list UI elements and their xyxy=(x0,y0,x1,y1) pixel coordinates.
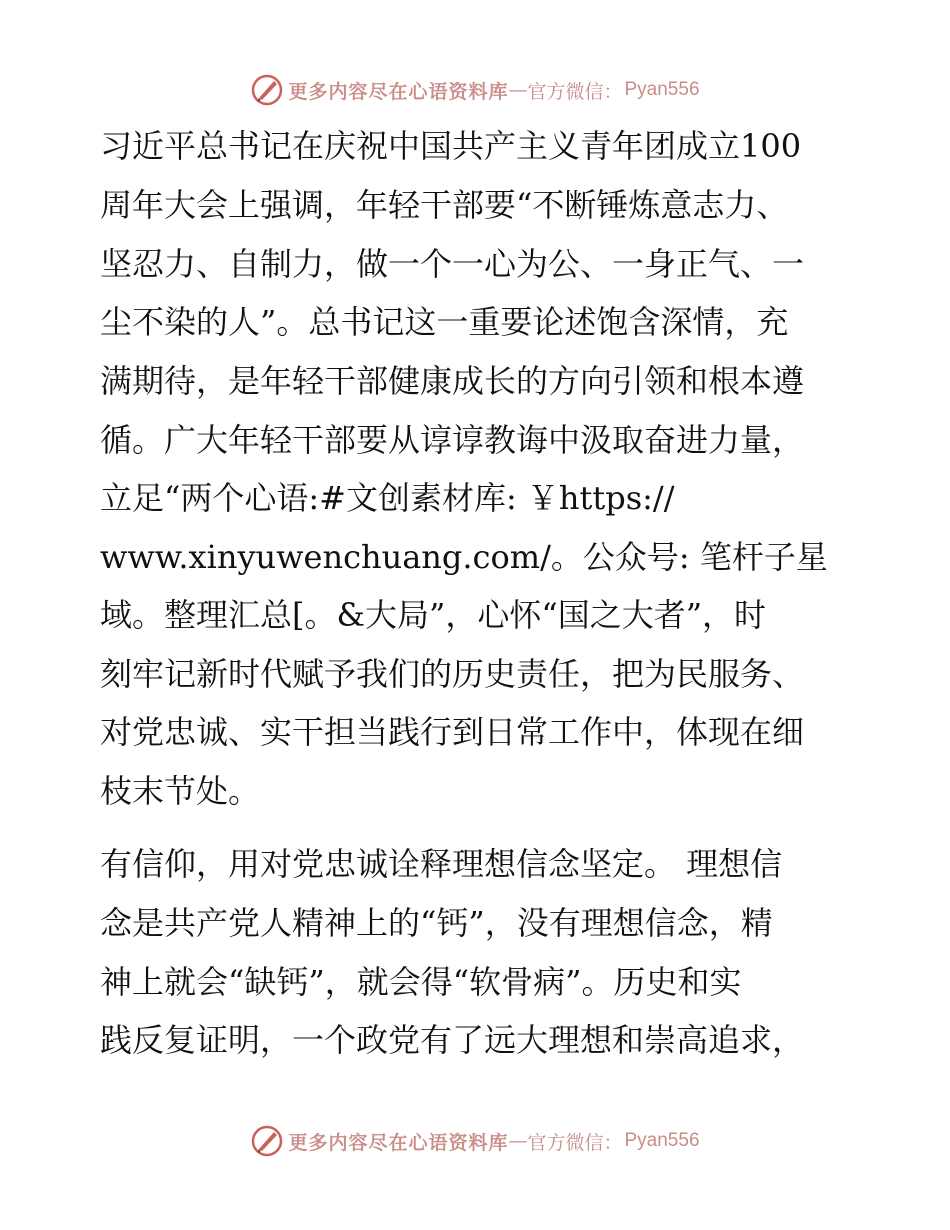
text-line: 念是共产党人精神上的“钙”，没有理想信念，精 xyxy=(100,904,773,942)
watermark-wechat-id: Pyan556 xyxy=(624,79,700,100)
text-line: 对党忠诚、实干担当践行到日常工作中，体现在细 xyxy=(100,713,805,751)
quill-pen-seal-icon xyxy=(250,73,284,107)
watermark-separator: — xyxy=(508,1130,528,1152)
watermark-wechat-label: 官方微信： xyxy=(527,80,623,103)
quill-pen-seal-icon xyxy=(250,1124,284,1158)
text-line: 神上就会“缺钙”，就会得“软骨病”。历史和实 xyxy=(100,963,742,1001)
text-line: 周年大会上强调，年轻干部要“不断锤炼意志力、 xyxy=(100,186,789,224)
watermark-brand-text: 更多内容尽在心语资料库 xyxy=(288,1131,509,1154)
text-line: 有信仰，用对党忠诚诠释理想信念坚定。 理想信 xyxy=(100,845,783,883)
text-line: 循。广大年轻干部要从谆谆教诲中汲取奋进力量， xyxy=(100,421,805,459)
text-line: 刻牢记新时代赋予我们的历史责任，把为民服务、 xyxy=(100,655,805,693)
text-line: 尘不染的人”。总书记这一重要论述饱含深情，充 xyxy=(100,303,789,341)
text-line: www.xinyuwenchuang.com/。公众号: 笔杆子星 xyxy=(100,538,828,576)
header-watermark xyxy=(0,70,950,110)
text-line: 立足“两个心语:#文创素材库: ￥https:// xyxy=(100,479,675,517)
text-line: 域。整理汇总[。&大局”，心怀“国之大者”，时 xyxy=(100,596,767,634)
text-line: 坚忍力、自制力，做一个一心为公、一身正气、一 xyxy=(100,245,805,283)
text-line: 习近平总书记在庆祝中国共产主义青年团成立100 xyxy=(100,127,802,165)
footer-watermark xyxy=(0,1121,950,1161)
watermark-separator: — xyxy=(508,79,528,101)
text-line: 践反复证明，一个政党有了远大理想和崇高追求， xyxy=(100,1021,805,1059)
watermark-wechat-label: 官方微信： xyxy=(527,1131,623,1154)
text-line: 满期待，是年轻干部健康成长的方向引领和根本遵 xyxy=(100,362,805,400)
text-line: 枝末节处。 xyxy=(100,772,261,810)
watermark-wechat-id: Pyan556 xyxy=(624,1130,700,1151)
watermark-brand-text: 更多内容尽在心语资料库 xyxy=(288,80,509,103)
